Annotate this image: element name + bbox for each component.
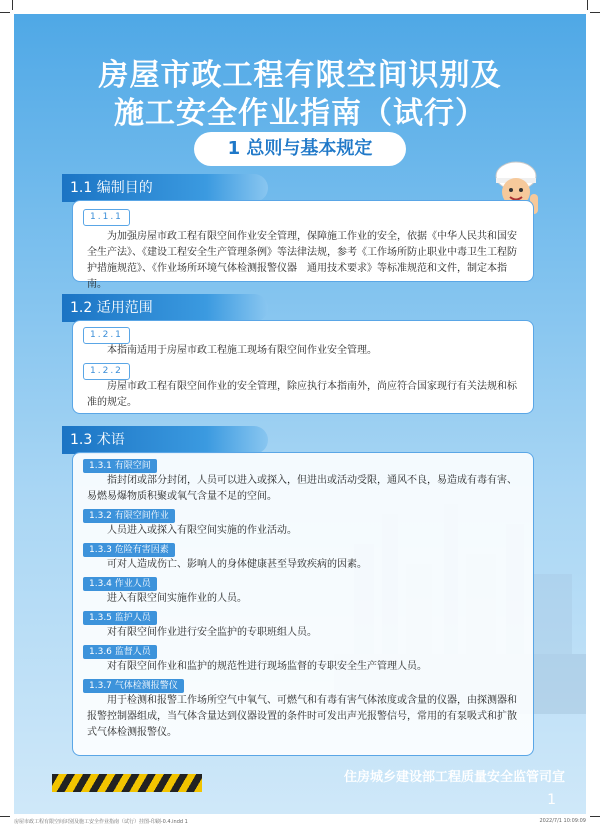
poster bbox=[14, 14, 586, 814]
term-text: 进入有限空间实施作业的人员。 bbox=[107, 593, 247, 604]
page-number: 1 bbox=[547, 792, 556, 808]
item-number: 1.2.1 bbox=[83, 327, 130, 344]
term-text: 可对人造成伤亡、影响人的身体健康甚至导致疾病的因素。 bbox=[107, 559, 367, 570]
term-tag: 1.3.7 气体检测报警仪 bbox=[83, 679, 184, 693]
section-banner: 1 总则与基本规定 bbox=[194, 132, 406, 166]
publisher: 住房城乡建设部工程质量安全监管司宣 bbox=[344, 770, 566, 785]
term-text: 人员进入或探入有限空间实施的作业活动。 bbox=[107, 525, 297, 536]
crop-mark bbox=[12, 0, 13, 10]
crop-mark bbox=[587, 0, 588, 10]
item-text: 房屋市政工程有限空间作业的安全管理，除应执行本指南外，尚应符合国家现行有关法规和标准的规定。 bbox=[87, 381, 517, 408]
term-text: 用于检测和报警工作场所空气中氧气、可燃气和有毒有害气体浓度或含量的仪器，由探测器和报警控制器组成，当气体含量达到仪器设置的条件时可发出声光报警信号，常用的有泵吸式和扩散式气体检测报警仪。 bbox=[87, 695, 517, 738]
title-line-1: 房屋市政工程有限空间识别及 bbox=[98, 58, 502, 93]
crop-mark bbox=[0, 12, 10, 13]
hazard-stripe-icon bbox=[52, 774, 202, 792]
item-text: 为加强房屋市政工程有限空间作业安全管理，保障施工作业的安全，依据《中华人民共和国安全生产法》、《建设工程安全生产管理条例》等法律法规，参考《工作场所防止职业中毒卫生工程防护措施规范》、《作业场所环境气体检测报警仪器 通用技术要求》等标准规范和文件，制定本指南。 bbox=[87, 231, 517, 290]
item-number: 1.2.2 bbox=[83, 363, 130, 380]
crop-mark bbox=[0, 816, 10, 817]
term-text: 对有限空间作业进行安全监护的专职班组人员。 bbox=[107, 627, 317, 638]
box-1-1 bbox=[72, 200, 534, 290]
fineprint-left: 房屋市政工程有限空间识别及施工安全作业指南（试行）挂图-印刷-0.4.indd 1 bbox=[14, 819, 188, 825]
term-tag: 1.3.3 危险有害因素 bbox=[83, 543, 175, 557]
heading-1-3: 1.3 术语 bbox=[62, 426, 268, 454]
term-tag: 1.3.5 监护人员 bbox=[83, 611, 157, 625]
term-tag: 1.3.2 有限空间作业 bbox=[83, 509, 175, 523]
title-line-2: 施工安全作业指南（试行） bbox=[114, 96, 486, 131]
crop-mark bbox=[590, 816, 600, 817]
item-text: 本指南适用于房屋市政工程施工现场有限空间作业安全管理。 bbox=[107, 345, 377, 356]
fineprint-right: 2022/7/1 10:09:09 bbox=[539, 818, 586, 824]
term-text: 指封闭或部分封闭，人员可以进入或探入，但进出或活动受限，通风不良，易造成有毒有害、易燃易爆物质积聚或氧气含量不足的空间。 bbox=[87, 475, 517, 502]
term-tag: 1.3.6 监督人员 bbox=[83, 645, 157, 659]
heading-1-2: 1.2 适用范围 bbox=[62, 294, 268, 322]
box-1-2 bbox=[72, 320, 534, 414]
heading-1-1: 1.1 编制目的 bbox=[62, 174, 268, 202]
term-tag: 1.3.1 有限空间 bbox=[83, 459, 157, 473]
box-1-3 bbox=[72, 452, 534, 756]
term-text: 对有限空间作业和监护的规范性进行现场监督的专职安全生产管理人员。 bbox=[107, 661, 427, 672]
crop-mark bbox=[590, 12, 600, 13]
term-tag: 1.3.4 作业人员 bbox=[83, 577, 157, 591]
item-number: 1.1.1 bbox=[83, 209, 130, 226]
